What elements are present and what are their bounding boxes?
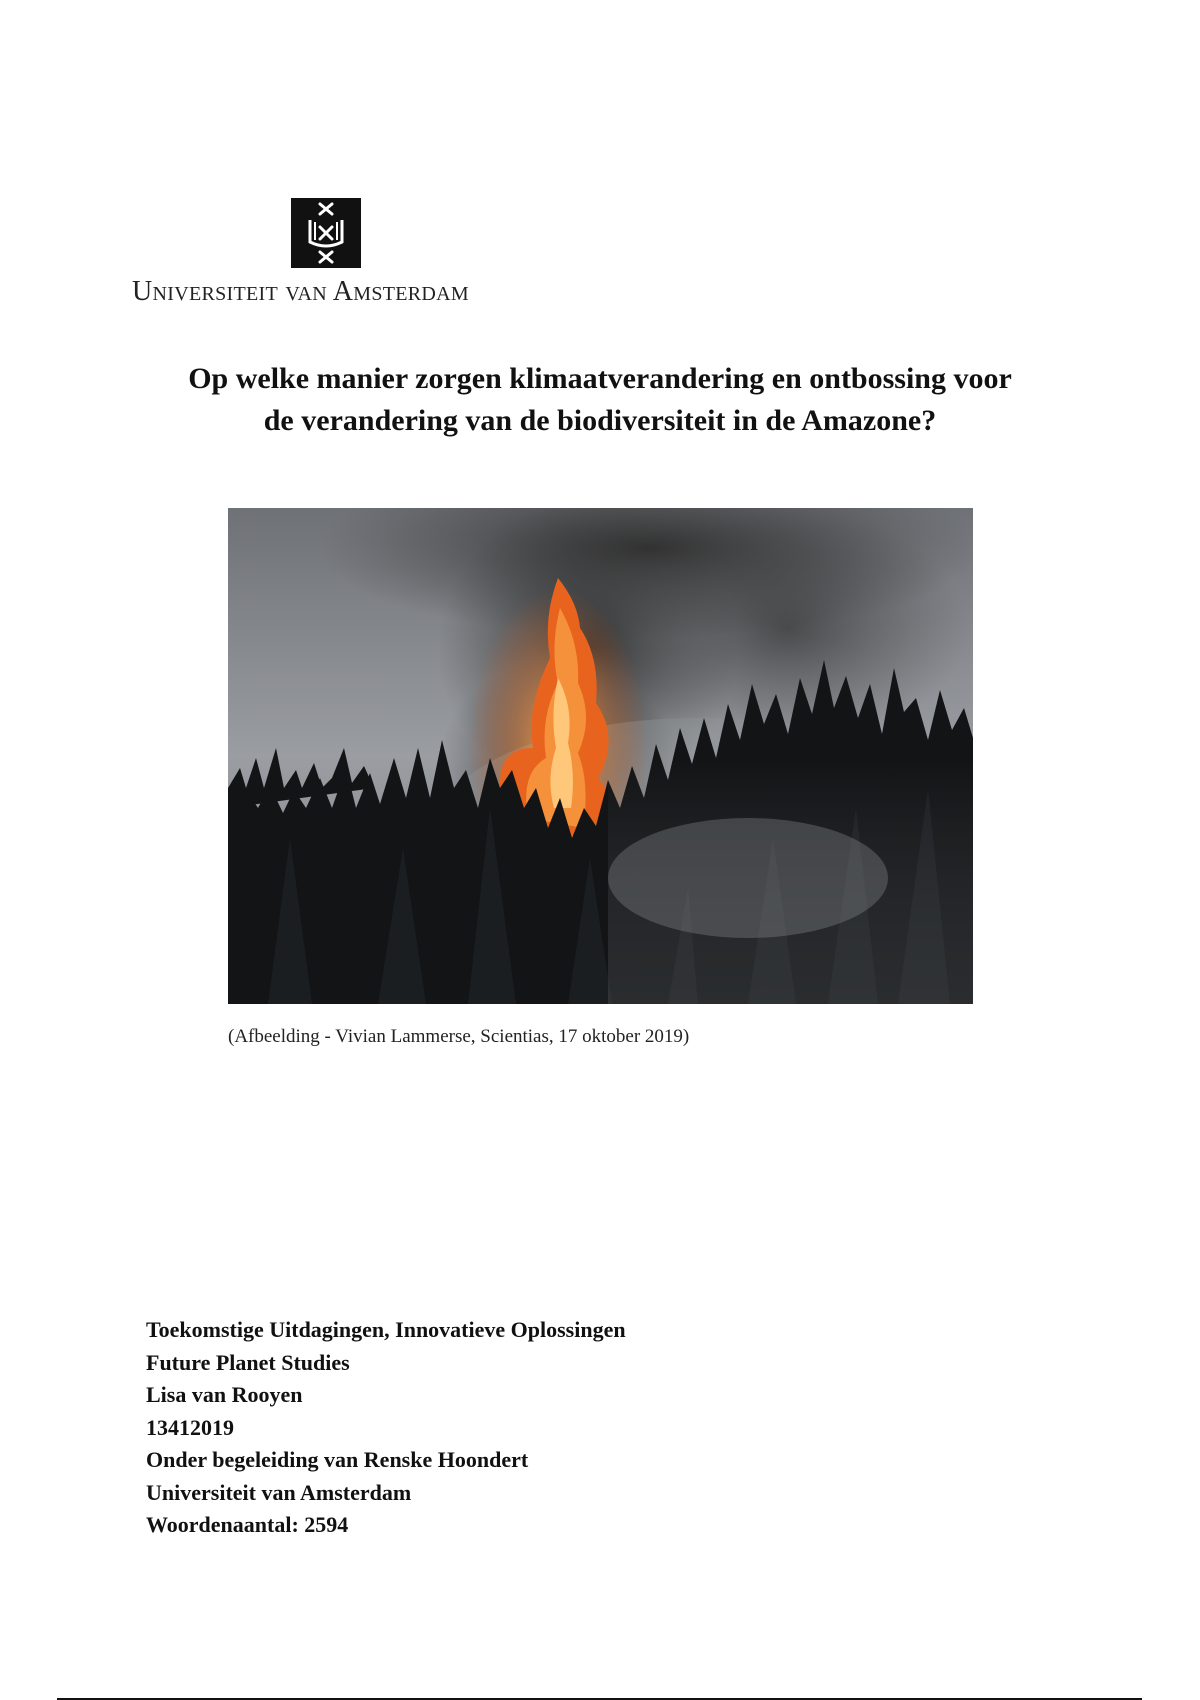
university-name: Universiteit van Amsterdam [132, 276, 469, 307]
word-count: Woordenaantal: 2594 [146, 1512, 349, 1537]
document-metadata [146, 1314, 626, 1542]
student-number: 13412019 [146, 1414, 234, 1440]
title-line-2: de verandering van de biodiversiteit in de Amazone? [263, 404, 937, 437]
supervisor: Onder begeleiding van Renske Hoondert [146, 1447, 529, 1472]
forest-fire-photo [228, 508, 973, 1004]
title-line-1: Op welke manier zorgen klimaatverandering en ontbossing voor [188, 362, 1012, 395]
image-caption: (Afbeelding - Vivian Lammerse, Scientias, 17 oktober 2019) [228, 1026, 690, 1047]
page-title [100, 358, 1100, 442]
program-name: Future Planet Studies [146, 1349, 350, 1375]
author-name: Lisa van Rooyen [146, 1382, 303, 1407]
uva-crest-icon [291, 198, 361, 268]
institution: Universiteit van Amsterdam [146, 1479, 412, 1505]
course-name: Toekomstige Uitdagingen, Innovatieve Oplossingen [146, 1317, 626, 1342]
